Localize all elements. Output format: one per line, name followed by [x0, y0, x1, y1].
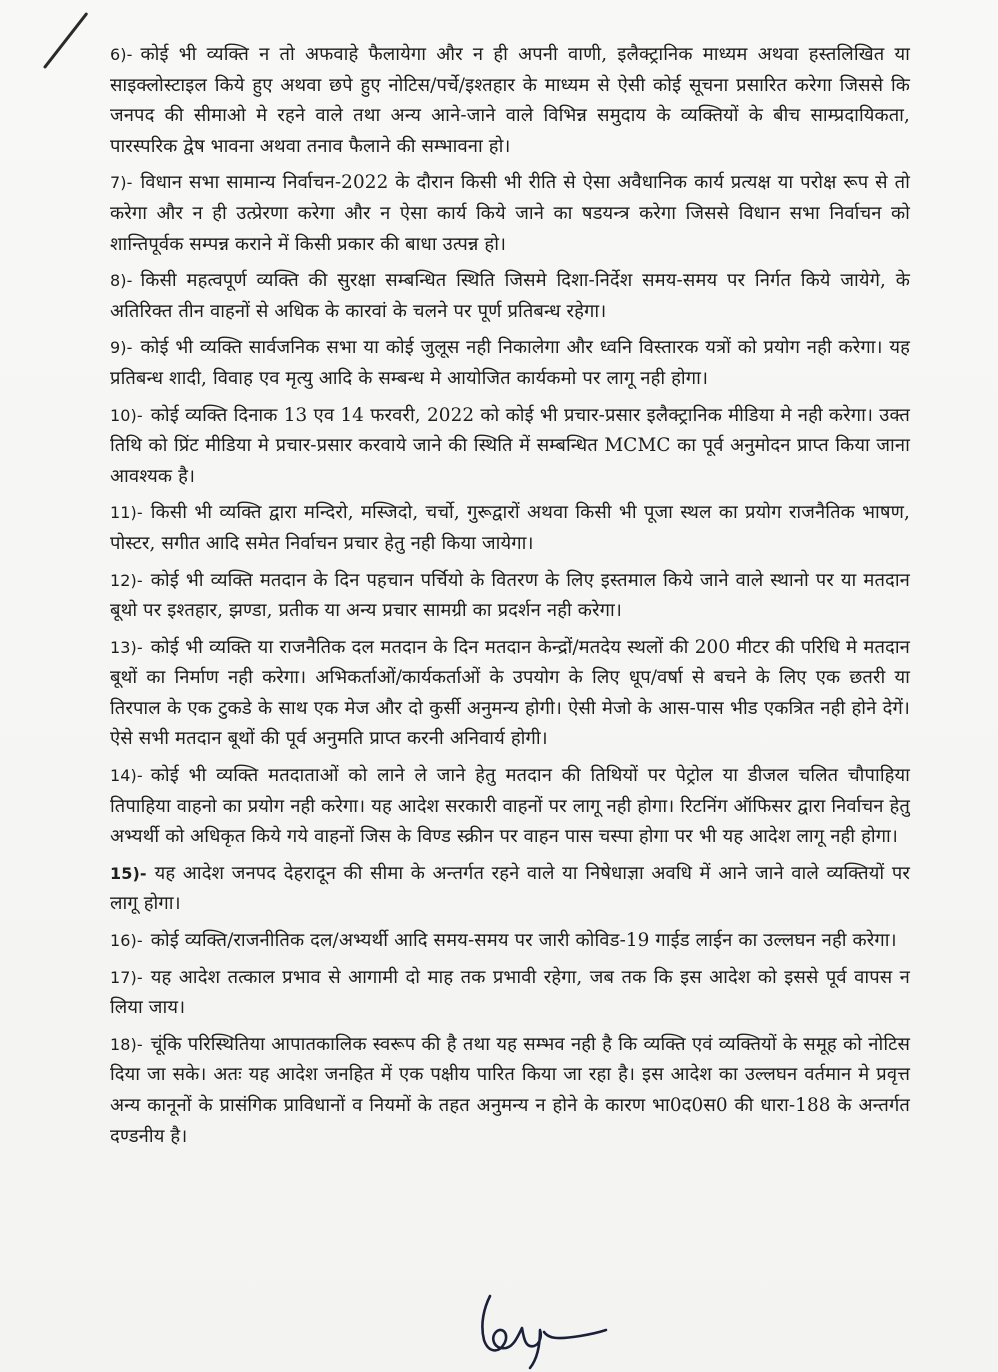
- clause-number: 11)-: [110, 503, 143, 523]
- clause-number: 16)-: [110, 931, 143, 951]
- clause-13: [110, 633, 910, 755]
- clause-16: [110, 926, 910, 957]
- margin-pen-stroke: [43, 12, 88, 69]
- clause-number: 7)-: [110, 173, 133, 193]
- clause-number: 17)-: [110, 967, 143, 987]
- clause-11: [110, 498, 910, 559]
- clause-10: [110, 401, 910, 493]
- clause-text: कोई भी व्यक्ति मतदाताओं को लाने ले जाने हेतु मतदान की तिथियों पर पेट्रोल या डीजल चलित चौपाहिया तिपाहिया वाहनो का प्रयोग नही करेगा। यह आदेश सरकारी वाहनों पर लागू नही होगा। रिटनिंग ऑफिसर द्वारा निर्वाचन हेतु अभ्यर्थी को अधिकृत किये गये वाहनों जिस के विण्ड स्क्रीन पर वाहन पास चस्पा होगा पर भी यह आदेश लागू नही होगा।: [110, 765, 910, 848]
- clause-17: [110, 963, 910, 1024]
- clause-text: कोई भी व्यक्ति सार्वजनिक सभा या कोई जुलूस नही निकालेगा और ध्वनि विस्तारक यत्रों को प्रयोग नही करेगा। यह प्रतिबन्ध शादी, विवाह एव मृत्यु आदि के सम्बन्ध मे आयोजित कार्यकमो पर लागू नही होगा।: [110, 337, 910, 389]
- clause-text: कोई भी व्यक्ति या राजनैतिक दल मतदान के दिन मतदान केन्द्रों/मतदेय स्थलों की 200 मीटर की परिधि मे मतदान बूथों का निर्माण नही करेगा। अभिकर्ताओं/कार्यकर्ताओं के उपयोग के लिए धूप/वर्षा से बचने के लिए एक छतरी या तिरपाल के एक टुकडे के साथ एक मेज और दो कुर्सी अनुमन्य होगी। ऐसी मेजो के आस-पास भीड एकत्रित नही होने देगें। ऐसे सभी मतदान बूथों की पूर्व अनुमति प्राप्त करनी अनिवार्य होगी।: [110, 636, 910, 750]
- clause-6: [110, 40, 910, 162]
- clause-text: यह आदेश तत्काल प्रभाव से आगामी दो माह तक प्रभावी रहेगा, जब तक कि इस आदेश को इससे पूर्व वापस न लिया जाय।: [110, 966, 910, 1019]
- clause-number: 13)-: [110, 637, 143, 657]
- clause-text: विधान सभा सामान्य निर्वाचन-2022 के दौरान किसी भी रीति से ऐसा अवैधानिक कार्य प्रत्यक्ष या परोक्ष रूप से तो करेगा और न ही उत्प्रेरणा करेगा और न ऐसा कार्य किये जाने का षडयन्त्र करेगा जिससे विधान सभा निर्वाचन को शान्तिपूर्वक सम्पन्न कराने में किसी प्रकार की बाधा उत्पन्न हो।: [110, 172, 910, 255]
- clause-number: 15)-: [110, 863, 147, 883]
- clause-number: 18)-: [110, 1034, 143, 1054]
- clause-18: [110, 1030, 910, 1152]
- clause-text: चूंकि परिस्थितिया आपातकालिक स्वरूप की है तथा यह सम्भव नही है कि व्यक्ति एवं व्यक्तियों के समूह को नोटिस दिया जा सके। अतः यह आदेश जनहित में एक पक्षीय पारित किया जा रहा है। इस आदेश का उल्लघन वर्तमान मे प्रवृत्त अन्य कानूनों के प्रासंगिक प्राविधानों व नियमों के तहत अनुमन्य न होने के कारण भा0द0स0 की धारा-188 के अन्तर्गत दण्डनीय है।: [110, 1033, 910, 1147]
- clause-number: 8)-: [110, 271, 133, 291]
- clause-number: 12)-: [110, 570, 143, 590]
- clause-text: कोई भी व्यक्ति मतदान के दिन पहचान पर्चियो के वितरण के लिए इस्तमाल किये जाने वाले स्थानो पर या मतदान बूथो पर इश्तहार, झण्डा, प्रतीक या अन्य प्रचार सामग्री का प्रदर्शन नही करेगा।: [110, 569, 910, 622]
- clause-number: 14)-: [110, 766, 143, 786]
- clause-text: कोई भी व्यक्ति न तो अफवाहे फैलायेगा और न ही अपनी वाणी, इलैक्ट्रानिक माध्यम अथवा हस्तलिखित या साइक्लोस्टाइल किये हुए अथवा छपे हुए नोटिस/पर्चे/इश्तहार के माध्यम से ऐसी कोई सूचना प्रसारित करेगा जिससे कि जनपद की सीमाओ मे रहने वाले तथा अन्य आने-जाने वाले विभिन्न समुदाय के व्यक्तियों के बीच साम्प्रदायिकता, पारस्परिक द्वेष भावना अथवा तनाव फैलाने की सम्भावना हो।: [110, 44, 910, 157]
- clause-7: [110, 168, 910, 260]
- clause-8: [110, 266, 910, 327]
- clause-number: 9)-: [110, 338, 133, 358]
- handwritten-signature: [470, 1288, 610, 1372]
- clause-12: [110, 566, 910, 627]
- clause-number: 6)-: [110, 45, 133, 64]
- clause-text: यह आदेश जनपद देहरादून की सीमा के अन्तर्गत रहने वाले या निषेधाज्ञा अवधि में आने जाने वाले व्यक्तियों पर लागू होगा।: [110, 862, 910, 915]
- clause-text: किसी महत्वपूर्ण व्यक्ति की सुरक्षा सम्बन्धित स्थिति जिसमे दिशा-निर्देश समय-समय पर निर्गत किये जायेगे, के अतिरिक्त तीन वाहनों से अधिक के कारवां के चलने पर पूर्ण प्रतिबन्ध रहेगा।: [110, 270, 910, 322]
- clause-15: [110, 859, 910, 920]
- clause-9: [110, 333, 910, 394]
- clause-14: [110, 761, 910, 853]
- clause-text: कोई व्यक्ति/राजनीतिक दल/अभ्यर्थी आदि समय-समय पर जारी कोविड-19 गाईड लाईन का उल्लघन नही करेगा।: [150, 930, 897, 952]
- order-clauses: [110, 40, 910, 1158]
- clause-text: किसी भी व्यक्ति द्वारा मन्दिरो, मस्जिदो, चर्चो, गुरूद्वारों अथवा किसी भी पूजा स्थल का प्रयोग राजनैतिक भाषण, पोस्टर, सगीत आदि समेत निर्वाचन प्रचार हेतु नही किया जायेगा।: [110, 502, 910, 554]
- clause-number: 10)-: [110, 405, 143, 425]
- clause-text: कोई व्यक्ति दिनाक 13 एव 14 फरवरी, 2022 को कोई भी प्रचार-प्रसार इलैक्ट्रानिक मीडिया मे नही करेगा। उक्त तिथि को प्रिंट मीडिया मे प्रचार-प्रसार करवाये जाने की स्थिति में सम्बन्धित MCMC का पूर्व अनुमोदन प्राप्त किया जाना आवश्यक है।: [110, 404, 910, 487]
